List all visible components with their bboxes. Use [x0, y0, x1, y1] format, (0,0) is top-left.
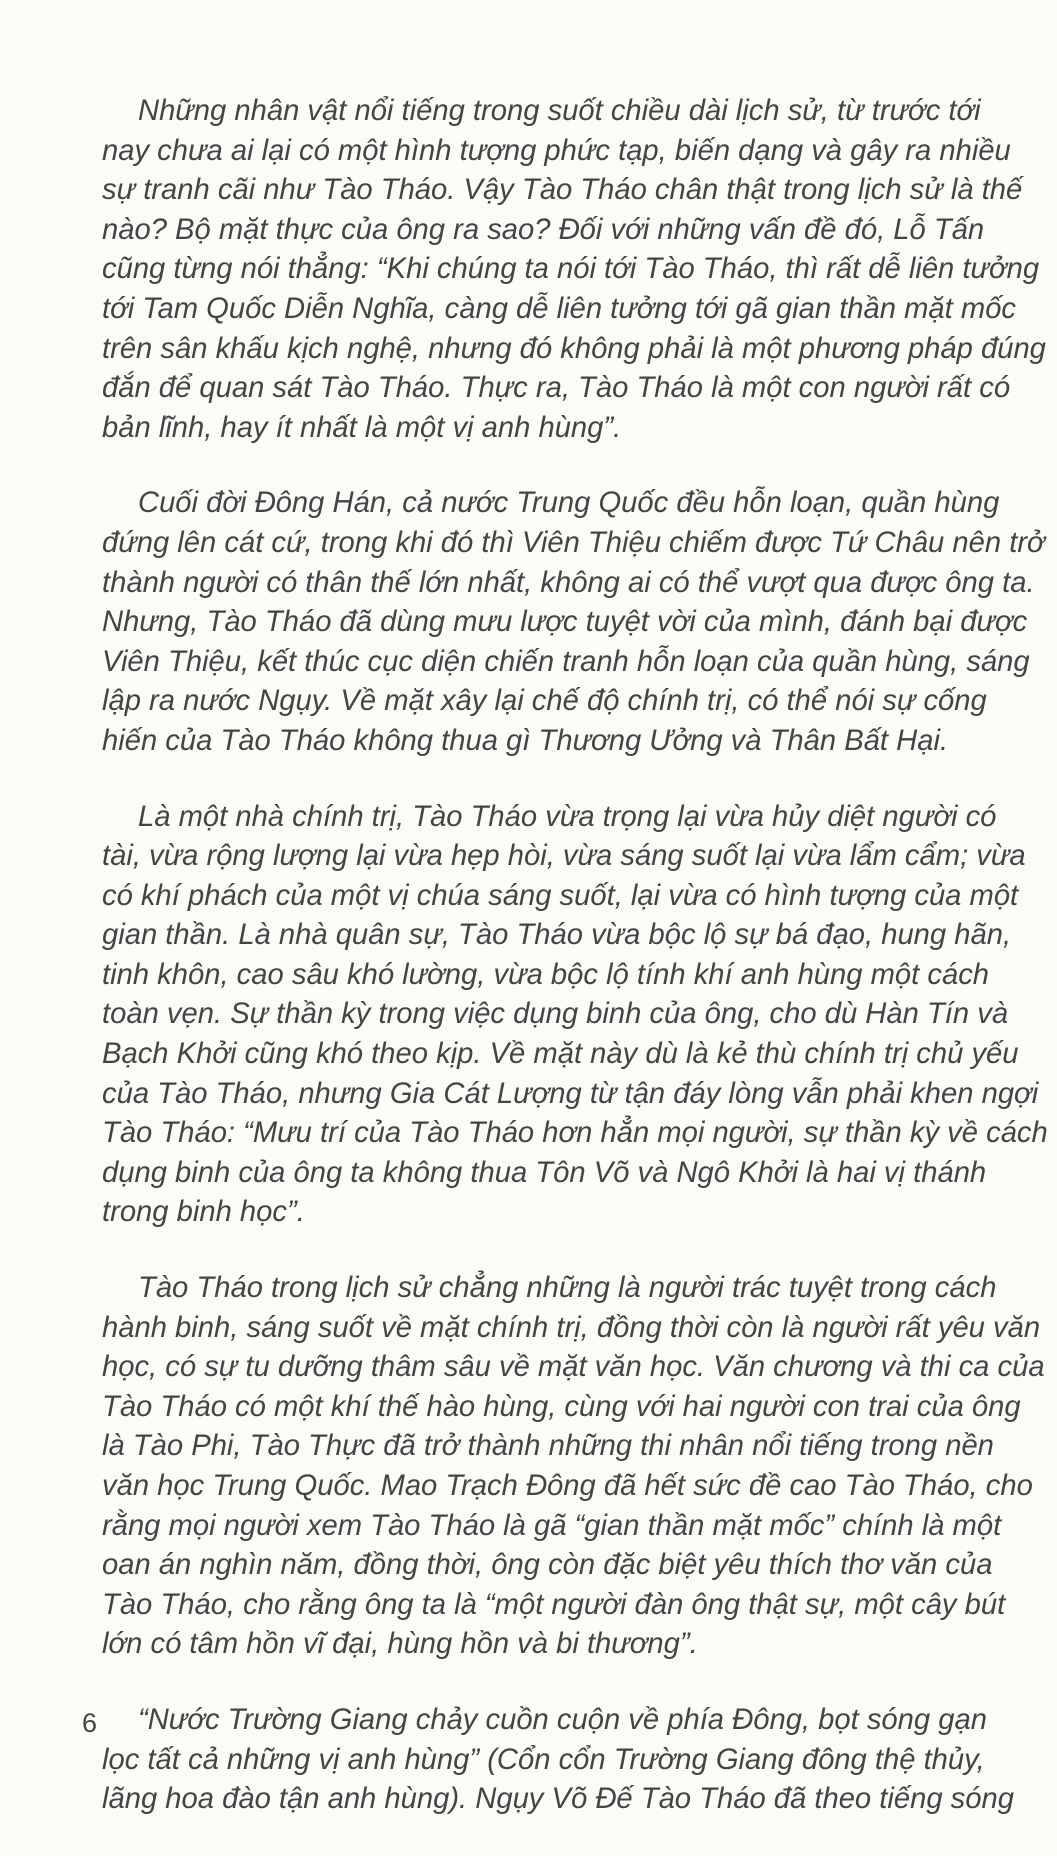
- paragraph-line: rằng mọi người xem Tào Tháo là gã “gian thần mặt mốc” chính là một: [102, 1509, 1002, 1542]
- paragraph-line: đắn để quan sát Tào Tháo. Thực ra, Tào Tháo là một con người rất có: [102, 372, 1011, 405]
- paragraph-line: Cuối đời Đông Hán, cả nước Trung Quốc đều hỗn loạn, quần hùng: [138, 487, 1000, 520]
- paragraph-5: [102, 1701, 1014, 1820]
- paragraph-line: sự tranh cãi như Tào Tháo. Vậy Tào Tháo chân thật trong lịch sử là thế: [102, 174, 1023, 207]
- paragraph-line: Tào Tháo: “Mưu trí của Tào Tháo hơn hẳn mọi người, sự thần kỳ về cách: [102, 1117, 1048, 1150]
- paragraph-line: nào? Bộ mặt thực của ông ra sao? Đối với những vấn đề đó, Lỗ Tấn: [102, 213, 985, 246]
- paragraph-line: lọc tất cả những vị anh hùng” (Cổn cổn Trường Giang đông thệ thủy,: [102, 1743, 985, 1776]
- paragraph-line: của Tào Tháo, nhưng Gia Cát Lượng từ tận đáy lòng vẫn phải khen ngợi: [102, 1077, 1039, 1110]
- paragraph-line: tới Tam Quốc Diễn Nghĩa, càng dễ liên tưởng tới gã gian thần mặt mốc: [102, 292, 1017, 325]
- paragraph-line: gian thần. Là nhà quân sự, Tào Tháo vừa bộc lộ sự bá đạo, hung hãn,: [102, 919, 1012, 952]
- paragraph-line: Tào Tháo, cho rằng ông ta là “một người đàn ông thật sự, một cây bút: [102, 1588, 1006, 1621]
- paragraph-line: toàn vẹn. Sự thần kỳ trong việc dụng binh của ông, cho dù Hàn Tín và: [102, 998, 1009, 1031]
- paragraph-line: bản lĩnh, hay ít nhất là một vị anh hùng”.: [102, 411, 622, 444]
- paragraph-line: là Tào Phi, Tào Thực đã trở thành những thi nhân nổi tiếng trong nền: [102, 1430, 994, 1463]
- paragraph-line: Bạch Khởi cũng khó theo kịp. Về mặt này dù là kẻ thù chính trị chủ yếu: [102, 1038, 1019, 1071]
- paragraph-line: “Nước Trường Giang chảy cuồn cuộn về phía Đông, bọt sóng gạn: [138, 1703, 987, 1736]
- paragraph-line: cũng từng nói thẳng: “Khi chúng ta nói tới Tào Tháo, thì rất dễ liên tưởng: [102, 253, 1040, 286]
- paragraph-line: thành người có thân thế lớn nhất, không ai có thể vượt qua được ông ta.: [102, 566, 1035, 599]
- paragraph-line: oan án nghìn năm, đồng thời, ông còn đặc biệt yêu thích thơ văn của: [102, 1549, 993, 1582]
- paragraph-line: Tào Tháo trong lịch sử chẳng những là người trác tuyệt trong cách: [138, 1272, 997, 1305]
- paragraph-line: dụng binh của ông ta không thua Tôn Võ và Ngô Khởi là hai vị thánh: [102, 1156, 987, 1189]
- paragraph-line: hành binh, sáng suốt về mặt chính trị, đồng thời còn là người rất yêu văn: [102, 1311, 1041, 1344]
- body-text: [102, 92, 1048, 1856]
- paragraph-line: Nhưng, Tào Tháo đã dùng mưu lược tuyệt vời của mình, đánh bại được: [102, 606, 1028, 639]
- paragraph-3: [102, 798, 1048, 1234]
- paragraph-line: có khí phách của một vị chúa sáng suốt, lại vừa có hình tượng của một: [102, 879, 1019, 912]
- paragraph-line: đứng lên cát cứ, trong khi đó thì Viên Thiệu chiếm được Tứ Châu nên trở: [102, 526, 1045, 559]
- paragraph-line: lãng hoa đào tận anh hùng). Ngụy Võ Đế Tào Tháo đã theo tiếng sóng: [102, 1783, 1014, 1816]
- paragraph-line: văn học Trung Quốc. Mao Trạch Đông đã hết sức đề cao Tào Tháo, cho: [102, 1470, 1033, 1502]
- paragraph-line: Viên Thiệu, kết thúc cục diện chiến tranh hỗn loạn của quần hùng, sáng: [102, 645, 1030, 678]
- paragraph-line: tinh khôn, cao sâu khó lường, vừa bộc lộ tính khí anh hùng một cách: [102, 958, 990, 991]
- paragraph-line: lớn có tâm hồn vĩ đại, hùng hồn và bi thương”.: [102, 1628, 698, 1661]
- paragraph-4: [102, 1269, 1045, 1665]
- paragraph-line: học, có sự tu dưỡng thâm sâu về mặt văn học. Văn chương và thi ca của: [102, 1351, 1045, 1384]
- paragraph-line: lập ra nước Ngụy. Về mặt xây lại chế độ chính trị, có thể nói sự cống: [102, 685, 987, 718]
- page-number: 6: [82, 1708, 98, 1738]
- paragraph-line: nay chưa ai lại có một hình tượng phức tạp, biến dạng và gây ra nhiều: [102, 134, 1011, 167]
- paragraph-line: trên sân khấu kịch nghệ, nhưng đó không phải là một phương pháp đúng: [102, 332, 1046, 365]
- paragraph-line: Những nhân vật nổi tiếng trong suốt chiều dài lịch sử, từ trước tới: [138, 95, 981, 127]
- paragraph-line: tài, vừa rộng lượng lại vừa hẹp hòi, vừa sáng suốt lại vừa lẩm cẩm; vừa: [102, 840, 1026, 873]
- paragraph-line: hiến của Tào Tháo không thua gì Thương Ưởng và Thân Bất Hại.: [102, 724, 949, 757]
- paragraph-1: [102, 92, 1046, 448]
- paragraph-line: Tào Tháo có một khí thế hào hùng, cùng với hai người con trai của ông: [102, 1390, 1021, 1423]
- paragraph-line: Là một nhà chính trị, Tào Tháo vừa trọng lại vừa hủy diệt người có: [138, 800, 997, 833]
- paragraph-2: [102, 484, 1045, 761]
- paragraph-line: trong binh học”.: [102, 1196, 305, 1229]
